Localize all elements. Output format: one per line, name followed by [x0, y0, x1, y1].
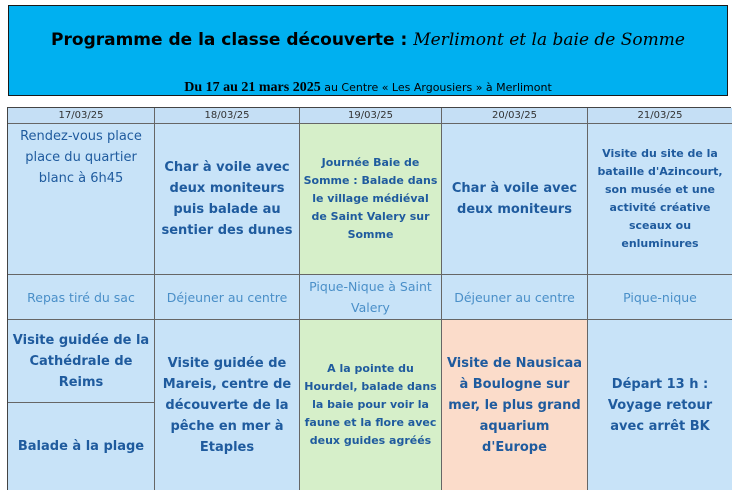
morning-activity: Char à voile avec deux moniteurs puis balade au sentier des dunes — [155, 124, 300, 275]
morning-activity: Visite du site de la bataille d'Azincourt, son musée et une activité créative sceaux ou enluminures — [588, 124, 732, 275]
subtitle-dates: Du 17 au 21 mars 2025 — [184, 80, 321, 95]
page-subtitle — [9, 76, 727, 96]
title-main: Programme de la classe découverte : — [51, 30, 414, 50]
date-header: 21/03/25 — [588, 108, 732, 124]
lunch-cell: Repas tiré du sac — [8, 275, 155, 320]
lunch-cell: Déjeuner au centre — [442, 275, 588, 320]
afternoon-activity: Visite de Nausicaa à Boulogne sur mer, le plus grand aquarium d'Europe — [442, 320, 588, 490]
morning-activity: Rendez-vous place place du quartier blanc à 6h45 — [8, 124, 155, 275]
morning-activity: Char à voile avec deux moniteurs — [442, 124, 588, 275]
date-header: 17/03/25 — [8, 108, 155, 124]
afternoon-activity: Balade à la plage — [8, 403, 155, 490]
lunch-cell: Déjeuner au centre — [155, 275, 300, 320]
program-header — [8, 5, 728, 96]
subtitle-location: au Centre « Les Argousiers » à Merlimont — [320, 81, 552, 94]
date-header: 20/03/25 — [442, 108, 588, 124]
schedule-table — [7, 107, 731, 490]
afternoon-activity: Visite guidée de Mareis, centre de découverte de la pêche en mer à Etaples — [155, 320, 300, 490]
afternoon-activity: Visite guidée de la Cathédrale de Reims — [8, 320, 155, 403]
title-place: Merlimont et la baie de Somme — [413, 30, 685, 50]
page-title — [9, 30, 727, 50]
date-header: 18/03/25 — [155, 108, 300, 124]
afternoon-activity: A la pointe du Hourdel, balade dans la baie pour voir la faune et la flore avec deux guides agréés — [300, 320, 442, 490]
morning-activity: Journée Baie de Somme : Balade dans le village médiéval de Saint Valery sur Somme — [300, 124, 442, 275]
afternoon-activity: Départ 13 h : Voyage retour avec arrêt BK — [588, 320, 732, 490]
date-header: 19/03/25 — [300, 108, 442, 124]
lunch-cell: Pique-Nique à Saint Valery — [300, 275, 442, 320]
lunch-cell: Pique-nique — [588, 275, 732, 320]
